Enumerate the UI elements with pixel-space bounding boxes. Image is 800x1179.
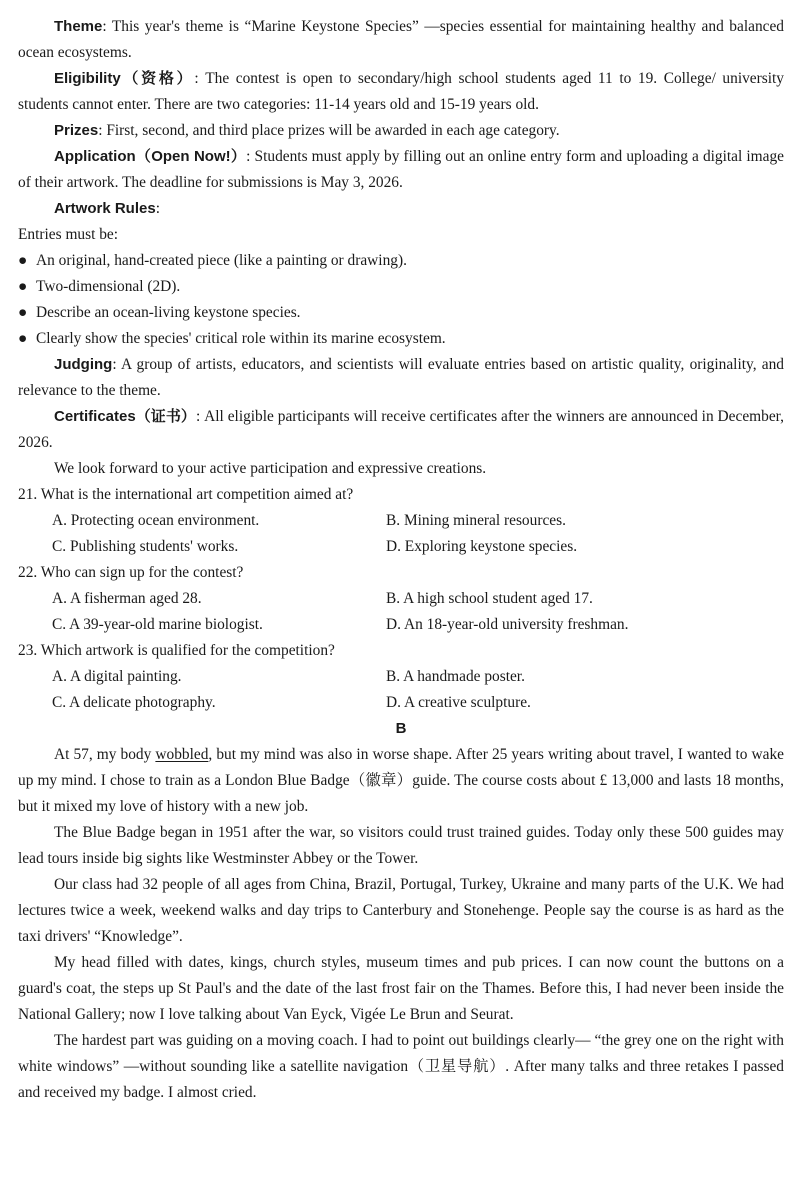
option-b: B. A high school student aged 17. xyxy=(386,590,593,607)
option-a: A. Protecting ocean environment. xyxy=(52,512,260,529)
passage-paragraph-3: Our class had 32 people of all ages from China, Brazil, Portugal, Turkey, Ukraine and many parts of the U.K. We had lectures twice a week, weekend walks and day trips to Canterbury and Stonehenge. People say the course is as hard as the taxi drivers' “Knowledge”. xyxy=(18,876,784,945)
option-d: D. A creative sculpture. xyxy=(386,694,531,711)
question-stem: 21. What is the international art competition aimed at? xyxy=(18,486,354,503)
rule-item xyxy=(18,248,784,274)
option-row xyxy=(18,508,784,534)
theme-label: Theme xyxy=(54,18,103,35)
rules-colon: : xyxy=(155,200,160,217)
rules-label: Artwork Rules xyxy=(54,200,156,217)
option-a: A. A digital painting. xyxy=(52,668,182,685)
rule-item xyxy=(18,300,784,326)
bullet-icon: ● xyxy=(18,252,28,269)
judging-paragraph xyxy=(18,352,784,404)
theme-text: : This year's theme is “Marine Keystone Species” —species essential for maintaining healthy and balanced ocean ecosystems. xyxy=(18,18,784,61)
theme-paragraph xyxy=(18,14,784,66)
passage-paragraph-2: The Blue Badge began in 1951 after the war, so visitors could trust trained guides. Today only these 500 guides may lead tours inside big sights like Westminster Abbey or the Tower. xyxy=(18,824,784,867)
option-d: D. Exploring keystone species. xyxy=(386,538,578,555)
prizes-text: : First, second, and third place prizes will be awarded in each age category. xyxy=(98,122,560,139)
rule-text: An original, hand-created piece (like a painting or drawing). xyxy=(36,252,407,269)
closing-paragraph: We look forward to your active participation and expressive creations. xyxy=(54,460,487,477)
question-stem: 23. Which artwork is qualified for the competition? xyxy=(18,642,335,659)
option-c: C. A 39-year-old marine biologist. xyxy=(52,616,263,633)
rules-intro: Entries must be: xyxy=(18,226,119,243)
application-paragraph xyxy=(18,144,784,196)
prizes-label: Prizes xyxy=(54,122,99,139)
option-d: D. An 18-year-old university freshman. xyxy=(386,616,629,633)
certificates-paragraph xyxy=(18,404,784,456)
option-c: C. Publishing students' works. xyxy=(52,538,239,555)
certificates-text: : All eligible participants will receive certificates after the winners are announced in December, 2026. xyxy=(18,408,785,451)
option-c: C. A delicate photography. xyxy=(52,694,216,711)
certificates-label: Certificates（证书） xyxy=(54,408,196,425)
rule-text: Describe an ocean-living keystone species. xyxy=(36,304,301,321)
bullet-icon: ● xyxy=(18,278,28,295)
bullet-icon: ● xyxy=(18,330,28,347)
eligibility-text: : The contest is open to secondary/high school students aged 11 to 19. College/ university students cannot enter. There are two categories: 11-14 years old and 15-19 years old. xyxy=(18,70,784,113)
application-label: Application（Open Now!） xyxy=(54,148,247,165)
option-b: B. Mining mineral resources. xyxy=(386,512,566,529)
section-heading: B xyxy=(395,720,407,737)
passage-paragraph-1 xyxy=(18,742,784,820)
eligibility-label: Eligibility（资格） xyxy=(54,70,195,87)
rule-text: Two-dimensional (2D). xyxy=(36,278,181,295)
eligibility-paragraph xyxy=(18,66,784,118)
rule-item xyxy=(18,326,784,352)
option-row xyxy=(18,612,784,638)
rules-heading xyxy=(18,196,784,222)
rule-text: Clearly show the species' critical role within its marine ecosystem. xyxy=(36,330,446,347)
underlined-word: wobbled xyxy=(155,746,209,763)
passage-paragraph-5: The hardest part was guiding on a moving coach. I had to point out buildings clearly— “the grey one on the right with white windows” —without sounding like a satellite navigation（卫星导航）. After many talks and three retakes I passed and received my badge. I almost cried. xyxy=(18,1032,784,1101)
application-text: : Students must apply by filling out an online entry form and uploading a digital image of their artwork. The deadline for submissions is May 3, 2026. xyxy=(18,148,785,191)
exam-page xyxy=(18,14,784,1106)
rule-item xyxy=(18,274,784,300)
option-row xyxy=(18,586,784,612)
option-b: B. A handmade poster. xyxy=(386,668,525,685)
option-row xyxy=(18,534,784,560)
bullet-icon: ● xyxy=(18,304,28,321)
option-row xyxy=(18,664,784,690)
judging-text: : A group of artists, educators, and scientists will evaluate entries based on artistic quality, originality, and relevance to the theme. xyxy=(18,356,784,399)
option-a: A. A fisherman aged 28. xyxy=(52,590,202,607)
passage-paragraph-4: My head filled with dates, kings, church styles, museum times and pub prices. I can now count the buttons on a guard's coat, the steps up St Paul's and the date of the last frost fair on the Thames. Before this, I had never been inside the National Gallery; now I love talking about Van Eyck, Vigée Le Brun and Seurat. xyxy=(18,954,784,1023)
passage-text: At 57, my body xyxy=(54,746,156,763)
option-row xyxy=(18,690,784,716)
passage-text: , but my mind was also in worse shape. After 25 years writing about travel, I wanted to wake up my mind. I chose to train as a London Blue Badge（徽章）guide. The course costs about £ 13,000 and lasts 18 months, but it mixed my love of history with a new job. xyxy=(18,746,785,815)
prizes-paragraph xyxy=(18,118,784,144)
judging-label: Judging xyxy=(54,356,113,373)
question-stem: 22. Who can sign up for the contest? xyxy=(18,564,244,581)
